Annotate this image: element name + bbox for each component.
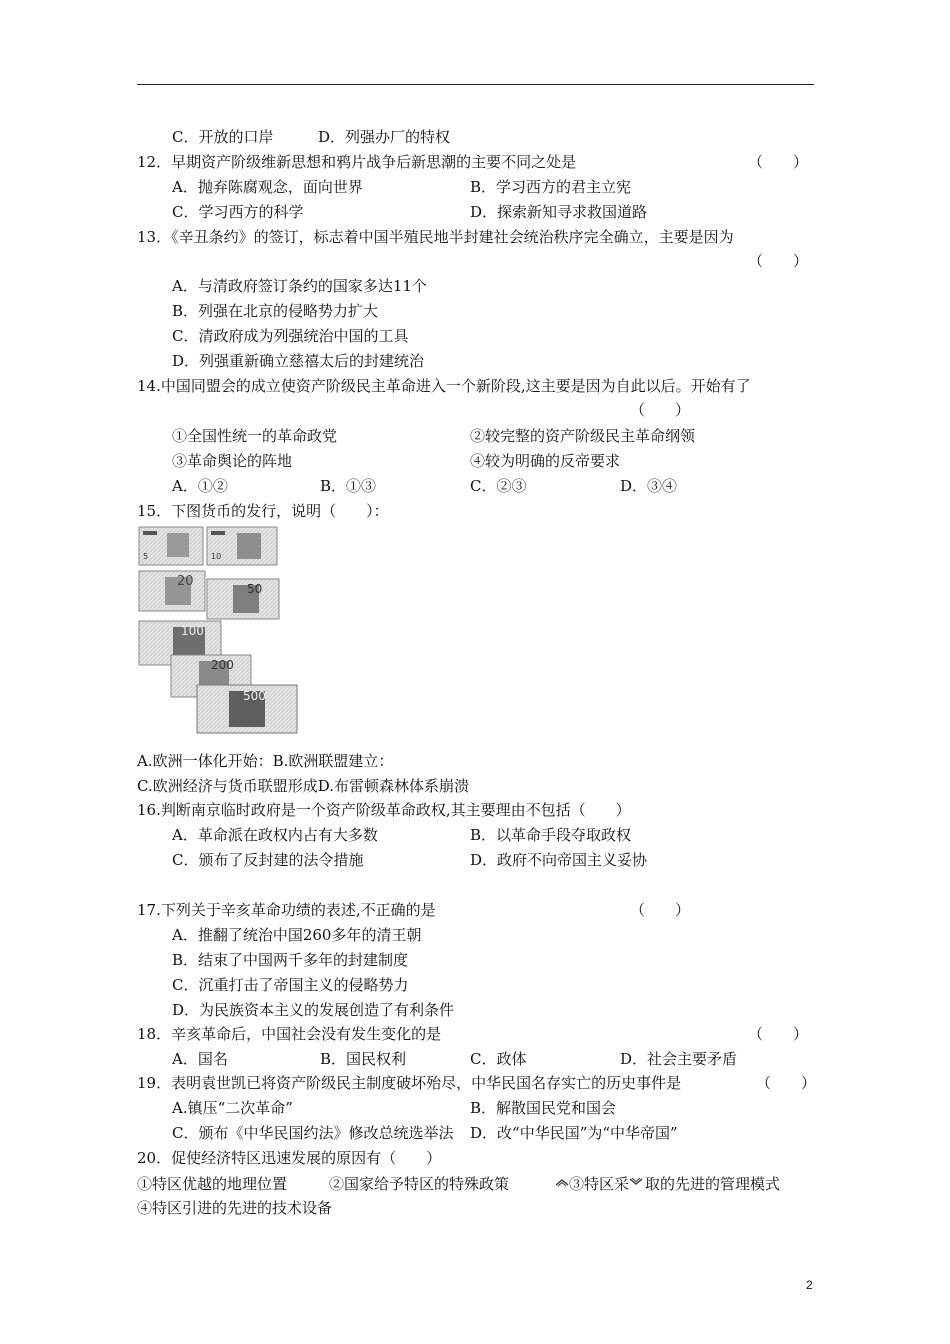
q17-option-b: B．结束了中国两千多年的封建制度 <box>172 951 409 969</box>
q14-option-d: D．③④ <box>620 477 678 495</box>
banknote-500 <box>197 685 297 733</box>
q20-item-4: ④特区引进的先进的技术设备 <box>137 1199 333 1217</box>
q12-option-d: D．探索新知寻求救国道路 <box>470 203 648 221</box>
banknote-5-label: 5 <box>143 552 149 561</box>
q18-option-d: D．社会主要矛盾 <box>620 1050 738 1068</box>
q18-option-a: A．国名 <box>172 1050 228 1068</box>
q13-option-c: C．清政府成为列强统治中国的工具 <box>172 327 409 345</box>
q18-option-b: B．国民权利 <box>320 1050 407 1068</box>
q18-answer-paren: （ ） <box>748 1025 809 1043</box>
banknote-200-label: 200 <box>211 658 234 672</box>
q11-option-c: C．开放的口岸 <box>172 128 274 146</box>
q19-option-d: D．改“中华民国”为“中华帝国” <box>470 1124 678 1142</box>
page-number: 2 <box>806 1278 813 1292</box>
q14-item-3: ③革命舆论的阵地 <box>172 452 293 470</box>
q14-option-a: A．①② <box>172 477 228 495</box>
q13-stem: 13．《辛丑条约》的签订，标志着中国半殖民地半封建社会统治秩序完全确立，主要是因为 <box>137 228 734 246</box>
q20-item-1: ①特区优越的地理位置 <box>137 1175 288 1193</box>
q20-stem: 20．促使经济特区迅速发展的原因有（ ） <box>137 1149 442 1167</box>
q17-answer-paren: （ ） <box>630 901 691 919</box>
q13-option-a: A．与清政府签订条约的国家多达11个 <box>172 277 427 295</box>
q14-item-4: ④较为明确的反帝要求 <box>470 452 621 470</box>
header-rule <box>137 84 814 85</box>
banknote-10-label: 10 <box>211 552 222 561</box>
q16-stem: 16.判断南京临时政府是一个资产阶级革命政权,其主要理由不包括（ ） <box>137 801 631 819</box>
q15-options-ab: A.欧洲一体化开始：B.欧洲联盟建立： <box>137 752 394 770</box>
q13-answer-paren: （ ） <box>748 252 809 270</box>
q13-option-b: B．列强在北京的侵略势力扩大 <box>172 302 379 320</box>
banknote-500-label: 500 <box>243 689 266 703</box>
q20-item-2: ②国家给予特区的特殊政策 <box>329 1175 510 1193</box>
q14-option-c: C．②③ <box>470 477 527 495</box>
banknote-100-label: 100 <box>181 624 204 638</box>
q14-stem: 14.中国同盟会的成立使资产阶级民主革命进入一个新阶段,这主要是因为自此以后。开始有了 <box>137 377 751 395</box>
q19-answer-paren: （ ） <box>756 1074 817 1092</box>
banknote-50 <box>207 579 279 619</box>
q17-option-c: C．沉重打击了帝国主义的侵略势力 <box>172 976 409 994</box>
banknote-20-label: 20 <box>177 574 194 589</box>
q17-stem: 17.下列关于辛亥革命功绩的表述,不正确的是 <box>137 901 436 919</box>
q16-option-b: B．以革命手段夺取政权 <box>470 826 632 844</box>
q17-option-a: A．推翻了统治中国260多年的清王朝 <box>172 926 422 944</box>
q17-option-d: D．为民族资本主义的发展创造了有利条件 <box>172 1001 455 1019</box>
q20-item-3-part-a: ③特区采 <box>569 1175 630 1193</box>
q14-answer-paren: （ ） <box>630 401 691 419</box>
q19-option-c: C．颁布《中华民国约法》修改总统选举法 <box>172 1124 454 1142</box>
q16-option-c: C．颁布了反封建的法令措施 <box>172 851 364 869</box>
banknote-20 <box>139 571 205 611</box>
q19-stem: 19．表明袁世凯已将资产阶级民主制度破坏殆尽，中华民国名存实亡的历史事件是 <box>137 1074 682 1092</box>
q11-option-d: D．列强办厂的特权 <box>318 128 451 146</box>
banknote-50-label: 50 <box>247 582 263 596</box>
q12-stem: 12．早期资产阶级维新思想和鸦片战争后新思潮的主要不同之处是 <box>137 153 577 171</box>
q15-stem: 15．下图货币的发行，说明（ ）： <box>137 502 389 520</box>
q14-item-1: ①全国性统一的革命政党 <box>172 427 338 445</box>
q16-option-d: D．政府不向帝国主义妥协 <box>470 851 648 869</box>
q15-options-cd: C.欧洲经济与货币联盟形成D.布雷顿森林体系崩溃 <box>137 777 469 795</box>
q12-option-b: B．学习西方的君主立宪 <box>470 178 632 196</box>
q16-option-a: A．革命派在政权内占有大多数 <box>172 826 378 844</box>
q18-stem: 18．辛亥革命后，中国社会没有发生变化的是 <box>137 1025 442 1043</box>
q12-answer-paren: （ ） <box>748 153 809 171</box>
euro-banknotes-image <box>137 525 313 735</box>
chevron-down-icon <box>629 1172 643 1192</box>
q18-option-c: C．政体 <box>470 1050 527 1068</box>
q12-option-c: C．学习西方的科学 <box>172 203 304 221</box>
banknote-5 <box>139 527 203 565</box>
q19-option-a: A.镇压“二次革命” <box>172 1099 293 1117</box>
q20-item-3-part-b: 取的先进的管理模式 <box>645 1175 781 1193</box>
q13-option-d: D．列强重新确立慈禧太后的封建统治 <box>172 352 425 370</box>
banknote-10 <box>207 527 277 565</box>
q19-option-b: B．解散国民党和国会 <box>470 1099 617 1117</box>
q14-option-b: B．①③ <box>320 477 377 495</box>
q12-option-a: A．抛弃陈腐观念，面向世界 <box>172 178 363 196</box>
q14-item-2: ②较完整的资产阶级民主革命纲领 <box>470 427 696 445</box>
chevron-up-icon <box>555 1172 569 1192</box>
